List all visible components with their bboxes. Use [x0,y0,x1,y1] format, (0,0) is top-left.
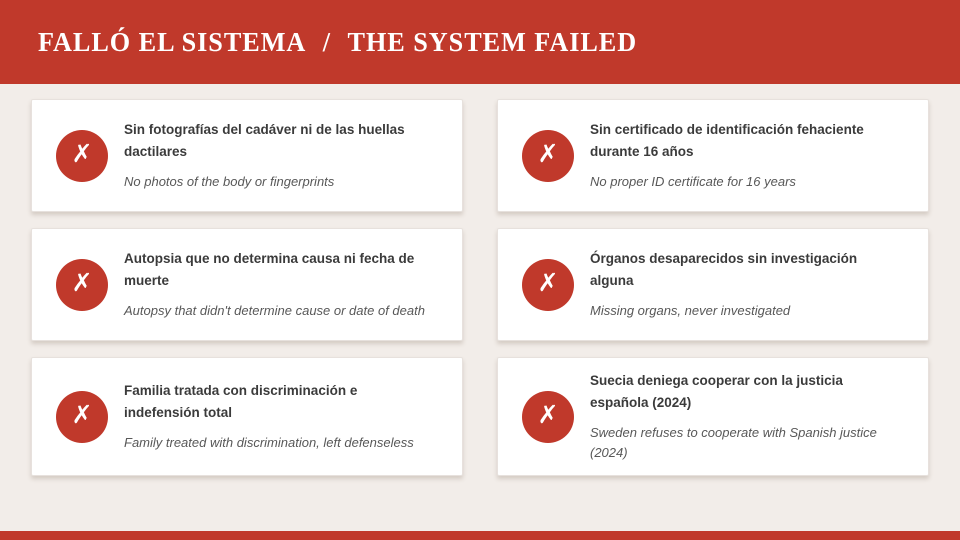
failure-card [31,228,463,341]
card-text [590,119,894,192]
card-subtitle-english: Missing organs, never investigated [590,303,791,318]
card-title-spanish: Suecia deniega cooperar con la justicia española (2024) [590,373,843,410]
card-title-spanish: Sin fotografías del cadáver ni de las huellas dactilares [124,122,405,159]
card-text [590,370,894,463]
failure-cards-grid [31,99,929,476]
slide-header [0,0,960,84]
card-subtitle-english: No proper ID certificate for 16 years [590,174,796,189]
failure-card [497,228,929,341]
card-title-spanish: Autopsia que no determina causa ni fecha de muerte [124,251,415,288]
card-title-spanish: Familia tratada con discriminación e indefensión total [124,383,358,420]
card-text [124,380,428,453]
slide-title-spanish: FALLÓ EL SISTEMA [38,26,307,57]
x-mark-icon: ✗ [56,391,108,443]
card-subtitle-english: Sweden refuses to cooperate with Spanish justice (2024) [590,425,877,460]
card-subtitle-english: Family treated with discrimination, left defenseless [124,435,414,450]
card-title-spanish: Sin certificado de identificación fehaciente durante 16 años [590,122,864,159]
failure-card [31,357,463,476]
x-mark-icon: ✗ [522,391,574,443]
card-text [124,248,428,321]
title-separator: / [322,26,332,57]
failure-card [31,99,463,212]
failure-card [497,99,929,212]
x-mark-icon: ✗ [522,259,574,311]
slide-title-english: THE SYSTEM FAILED [347,26,638,57]
card-text [590,248,894,321]
footer-accent-bar [0,531,960,540]
slide-title [38,27,637,58]
card-subtitle-english: No photos of the body or fingerprints [124,174,335,189]
card-text [124,119,428,192]
card-subtitle-english: Autopsy that didn't determine cause or date of death [124,303,425,318]
card-title-spanish: Órganos desaparecidos sin investigación alguna [590,251,858,288]
x-mark-icon: ✗ [56,259,108,311]
x-mark-icon: ✗ [522,130,574,182]
failure-card [497,357,929,476]
x-mark-icon: ✗ [56,130,108,182]
